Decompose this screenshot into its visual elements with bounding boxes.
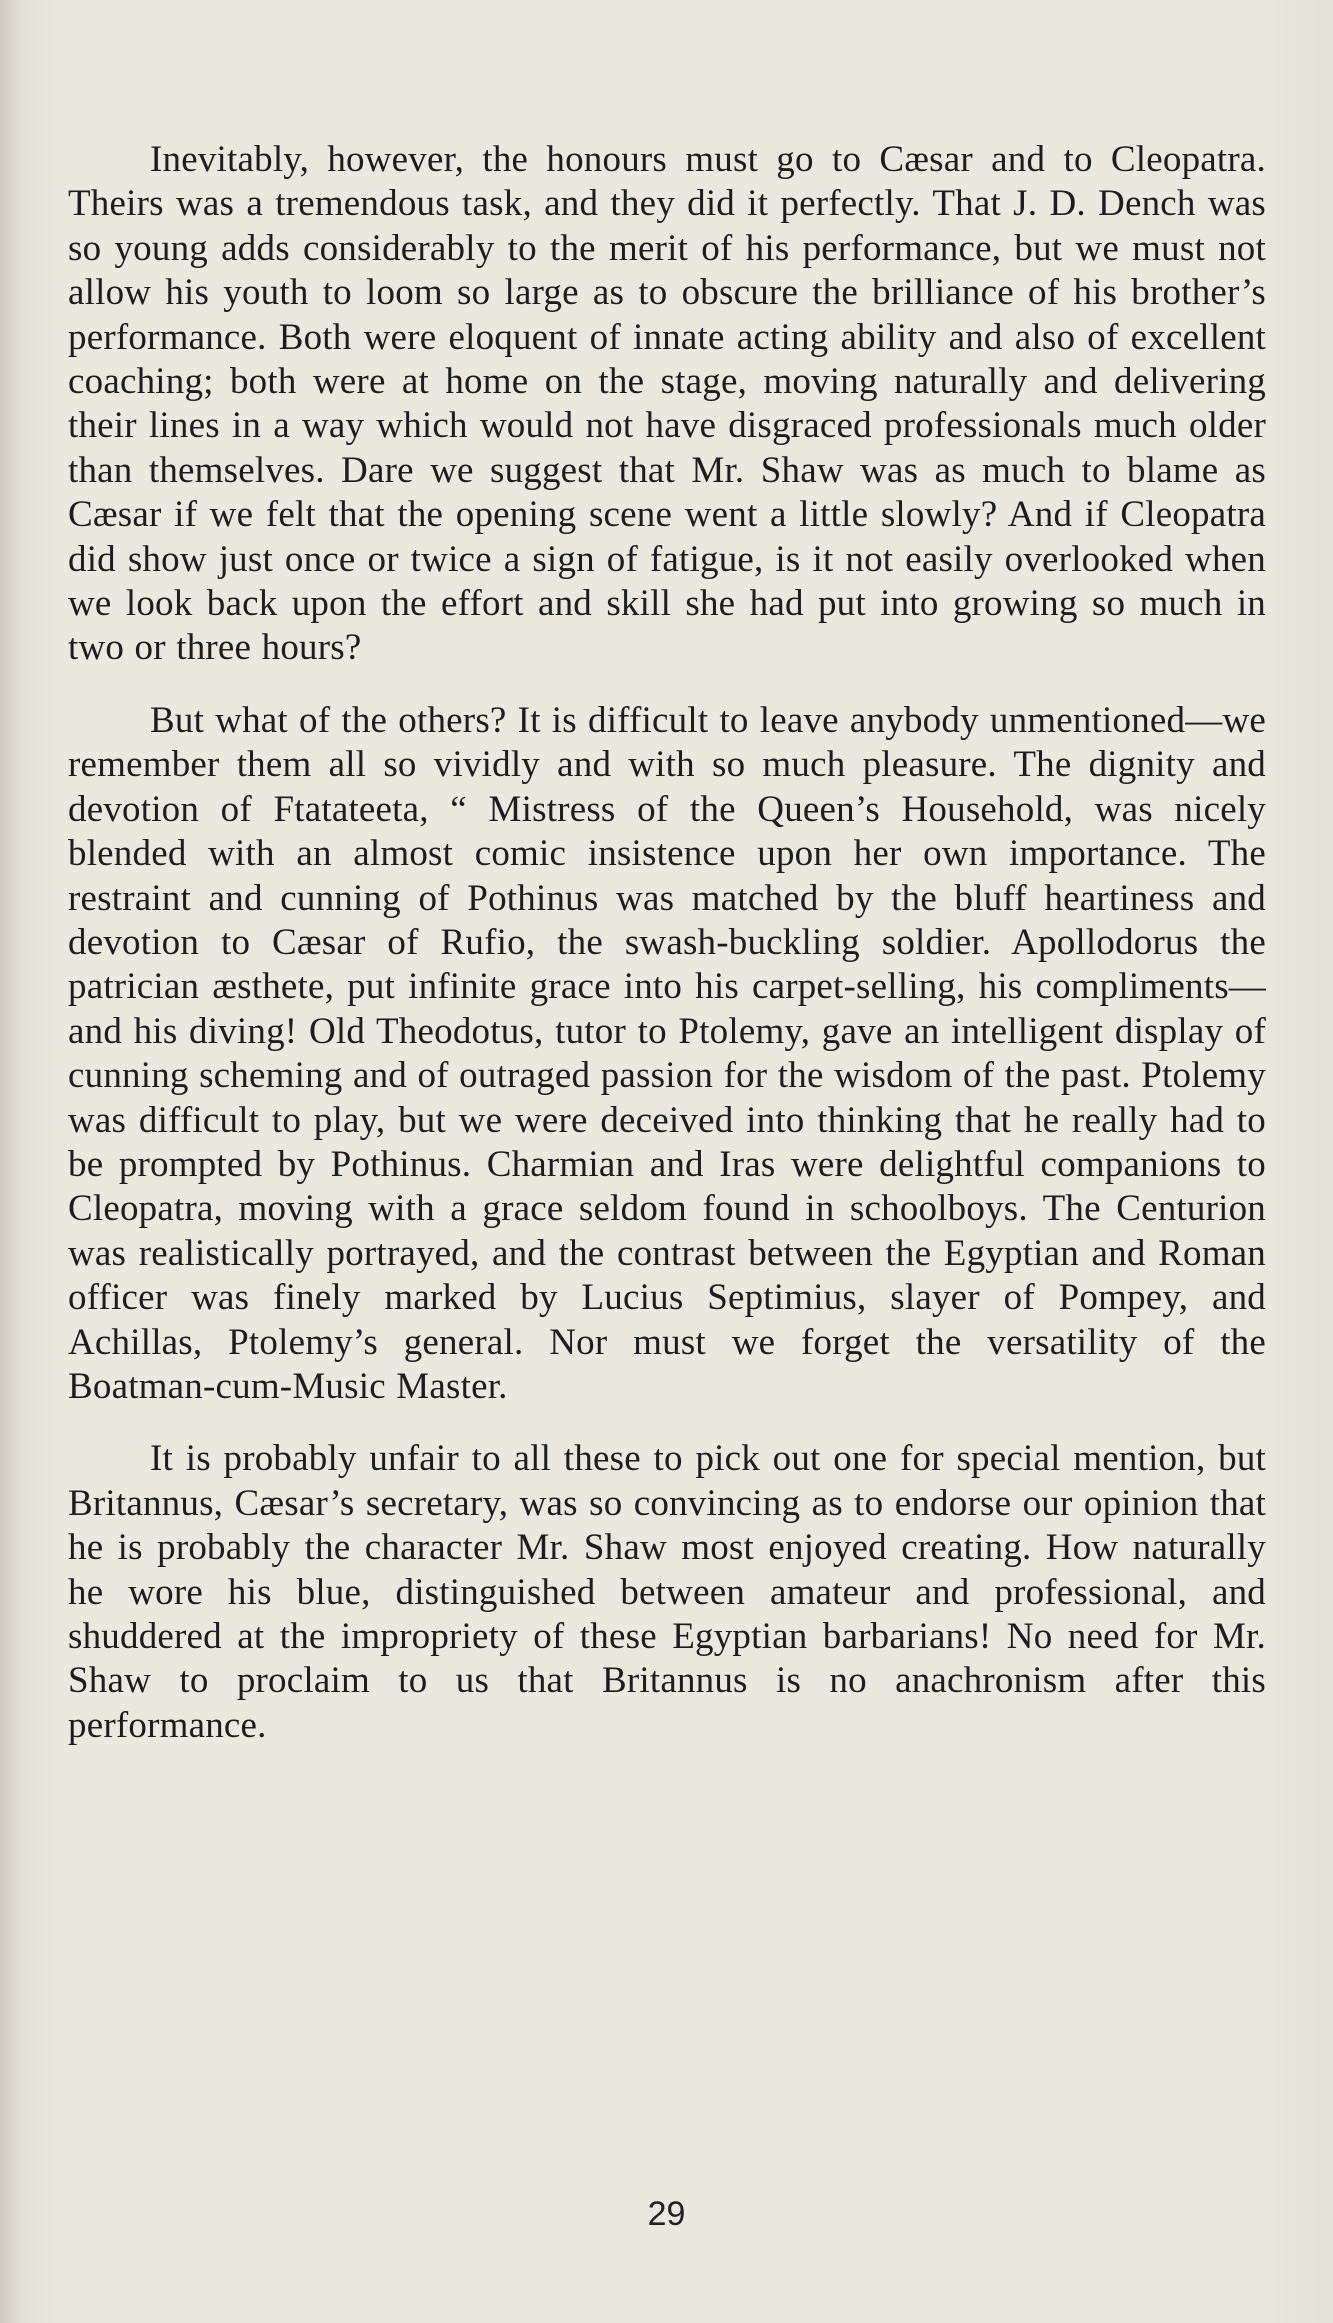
paragraph-3: It is probably unfair to all these to pick out one for special mention, but Britannus, Cæsar’s secretary, was so convincing as to endorse our opinion that he is probably the character Mr. Shaw most enjoyed creating. How naturally he wore his blue, distinguished between amateur and professional, and shuddered at the impropriety of these Egyptian barbarians! No need for Mr. Shaw to proclaim to us that Britannus is no anachronism after this performance. bbox=[68, 1438, 1266, 1746]
paragraph-1: Inevitably, however, the honours must go to Cæsar and to Cleopatra. Theirs was a tremendous task, and they did it perfectly. That J. D. Dench was so young adds considerably to the merit of his performance, but we must not allow his youth to loom so large as to obscure the brilliance of his brother’s performance. Both were eloquent of innate acting ability and also of excellent coaching; both were at home on the stage, moving naturally and delivering their lines in a way which would not have disgraced professionals much older than themselves. Dare we suggest that Mr. Shaw was as much to blame as Cæsar if we felt that the opening scene went a little slowly? And if Cleopatra did show just once or twice a sign of fatigue, is it not easily overlooked when we look back upon the effort and skill she had put into growing so much in two or three hours? bbox=[68, 139, 1266, 669]
body-text bbox=[68, 138, 1266, 1776]
paragraph-2: But what of the others? It is difficult to leave anybody unmentioned—we remember them all so vividly and with so much pleasure. The dignity and devotion of Ftatateeta, “ Mistress of the Queen’s Household, was nicely blended with an almost comic insistence upon her own importance. The restraint and cunning of Pothinus was matched by the bluff heartiness and devotion to Cæsar of Rufio, the swash-buckling soldier. Apollodorus the patrician æsthete, put infinite grace into his carpet-selling, his compliments—and his diving! Old Theodotus, tutor to Ptolemy, gave an intelligent display of cunning scheming and of outraged passion for the wisdom of the past. Ptolemy was difficult to play, but we were deceived into thinking that he really had to be prompted by Pothinus. Charmian and Iras were delightful companions to Cleopatra, moving with a grace seldom found in schoolboys. The Centurion was realistically portrayed, and the contrast between the Egyptian and Roman officer was finely marked by Lucius Septimius, slayer of Pompey, and Achillas, Ptolemy’s general. Nor must we forget the versatility of the Boatman-cum-Music Master. bbox=[68, 699, 1266, 1407]
page-number: 29 bbox=[647, 2195, 686, 2233]
